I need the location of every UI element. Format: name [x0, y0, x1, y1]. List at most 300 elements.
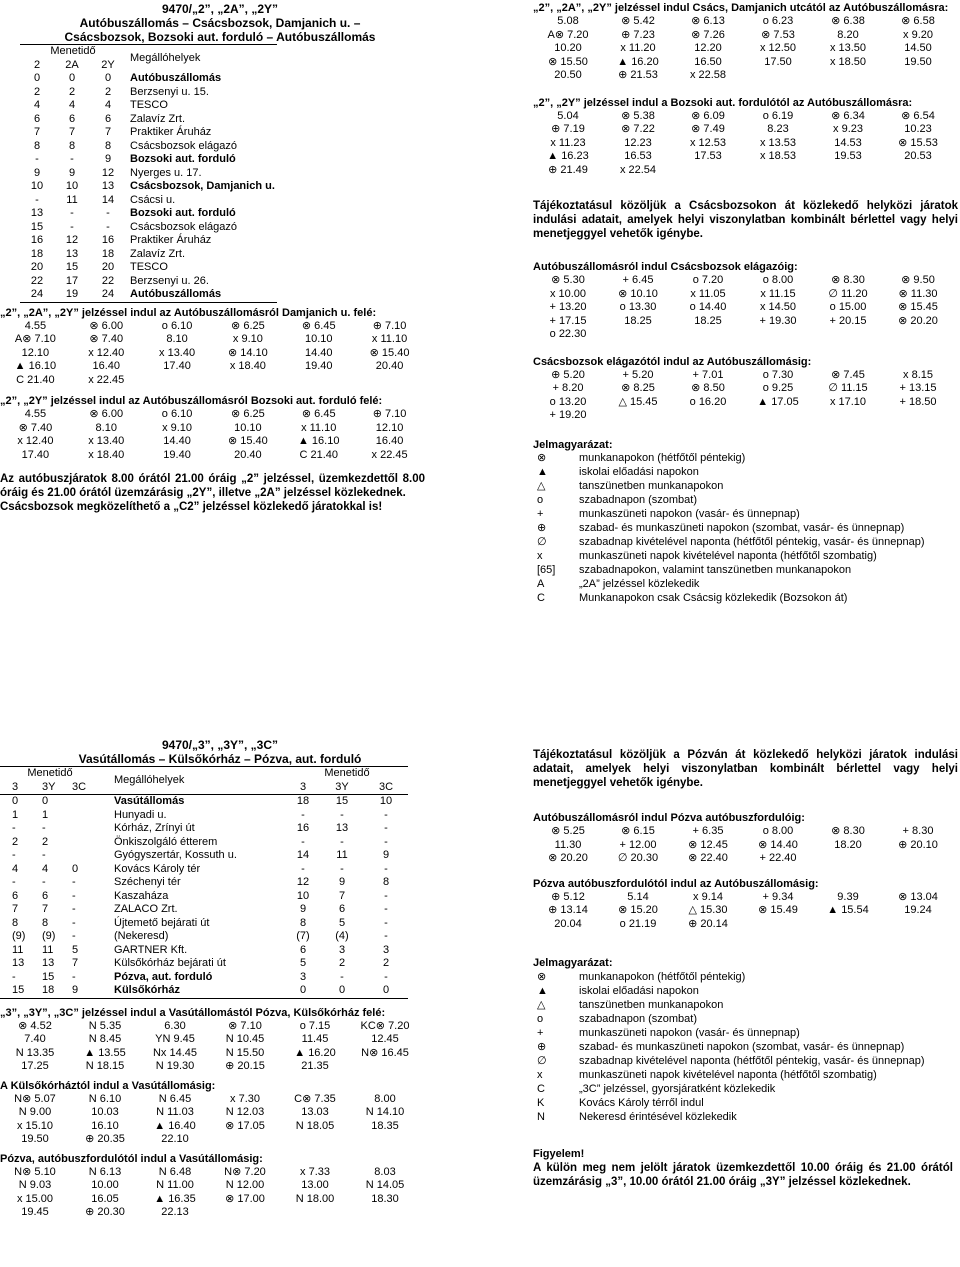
travel-time: 14: [101, 193, 115, 206]
departure-time: 7.40: [24, 1033, 46, 1046]
legend-title: Jelmagyarázat:: [533, 957, 613, 969]
departure-time: ⊗ 11.30: [898, 287, 938, 300]
departure-time: N⊗ 5.10: [14, 1165, 56, 1178]
departure-time: o 9.25: [762, 382, 794, 395]
travel-time: -: [35, 193, 39, 206]
departure-time: 10.10: [234, 421, 262, 434]
stop-row: [0, 809, 408, 823]
travel-time: [70, 809, 100, 823]
legend-row: [533, 522, 927, 536]
departure-time: ⊗ 7.22: [621, 123, 655, 136]
departure-time: 20.40: [375, 360, 404, 373]
travel-time: -: [384, 889, 388, 902]
departure-time: + 5.20: [622, 368, 654, 381]
departure-time: ∅ 11.15: [828, 382, 868, 395]
travel-time: 4: [33, 99, 41, 112]
departure-time: N 9.03: [18, 1179, 52, 1192]
stop-name: Kovács Károly tér: [114, 862, 201, 875]
departure-time: ⊕ 5.12: [551, 890, 585, 903]
legend-text: iskolai előadási napokon: [579, 984, 699, 997]
departure-time: 17.25: [21, 1060, 49, 1073]
departure-time: o 16.20: [689, 395, 727, 408]
departure-time: [673, 164, 743, 178]
departure-time: ⊗ 9.50: [901, 274, 935, 287]
departure-time: ▲ 13.55: [84, 1046, 126, 1059]
departure-time: ⊗ 8.50: [691, 382, 725, 395]
stop-name: Bozsoki aut. forduló: [130, 207, 236, 220]
travel-time: -: [72, 970, 76, 983]
legend-symbol: C: [537, 592, 545, 604]
legend-symbol: ⊕: [537, 1040, 547, 1053]
departure-row: [533, 839, 953, 853]
departure-time: [883, 69, 953, 83]
travel-time: 2: [42, 835, 49, 848]
departure-time: [283, 374, 354, 388]
departure-time: ⊕ 7.10: [372, 408, 407, 421]
legend-symbol: +: [537, 508, 544, 520]
regional-info: [533, 748, 958, 790]
legend-symbol: ⊕: [537, 522, 547, 534]
col-header: 3C: [378, 780, 394, 793]
departure-time: [212, 374, 283, 388]
departure-time: + 19.30: [759, 314, 797, 327]
departure-time: 14.40: [304, 346, 333, 359]
departure-time: 8.10: [166, 333, 188, 346]
travel-time: 10: [379, 795, 393, 808]
travel-time: -: [301, 835, 305, 848]
departure-table: [0, 320, 425, 388]
departure-row: [533, 825, 953, 839]
stop-name: Hunyadi u.: [114, 808, 167, 821]
departure-time: x 8.15: [903, 368, 933, 381]
departure-time: N 11.03: [156, 1106, 194, 1119]
departure-time: 8.00: [374, 1092, 396, 1105]
schedule-title: „2”, „2Y” jelzéssel indul az Autóbuszállomásról Bozsoki aut. forduló felé:: [0, 395, 383, 407]
departure-time: ⊗ 15.40: [227, 435, 268, 448]
travel-time: [70, 822, 100, 836]
stop-row: [0, 903, 408, 917]
departure-time: N 6.13: [88, 1165, 122, 1178]
stop-name: Csácsbozsok elágazó: [130, 139, 238, 152]
departure-time: x 12.40: [88, 346, 125, 359]
travel-time: 7: [33, 126, 41, 139]
departure-time: o 6.10: [161, 319, 193, 332]
travel-time: 0: [68, 72, 76, 85]
departure-time: KC⊗ 7.20: [360, 1019, 410, 1032]
departure-time: 18.20: [834, 838, 862, 851]
stop-row: [0, 984, 408, 998]
stop-name: TESCO: [130, 99, 168, 112]
departure-time: [883, 852, 953, 866]
stop-row: [20, 140, 277, 154]
departure-time: C⊗ 7.35: [294, 1092, 336, 1105]
megallohelyek-header: Megállóhelyek: [130, 52, 201, 64]
departure-time: ⊗ 7.49: [691, 123, 725, 136]
travel-time: 13: [12, 957, 25, 970]
stop-name: Külsőkórház: [114, 984, 181, 997]
departure-table: [533, 369, 953, 423]
departure-time: ⊗ 13.04: [898, 890, 938, 903]
departure-time: 19.40: [163, 448, 191, 461]
schedule-title: „2”, „2A”, „2Y” jelzéssel indul Csács, Damjanich utcától az Autóbuszállomásra:: [533, 2, 949, 14]
departure-time: o 15.00: [829, 301, 867, 314]
travel-time: 13: [101, 180, 115, 193]
departure-row: [533, 288, 953, 302]
travel-time: 8: [104, 139, 112, 152]
travel-time: 2: [338, 957, 346, 970]
travel-time: 3: [338, 943, 346, 956]
travel-time: 6: [104, 112, 112, 125]
departure-time: ⊗ 6.00: [89, 319, 124, 332]
stop-row: [0, 876, 408, 890]
travel-time: 8: [42, 916, 49, 929]
departure-time: ⊗ 10.10: [618, 287, 658, 300]
travel-time: 2: [382, 957, 390, 970]
departure-time: 20.40: [234, 448, 262, 461]
departure-time: 5.14: [627, 890, 649, 903]
departure-time: [210, 1133, 280, 1147]
departure-time: 17.50: [764, 55, 792, 68]
departure-row: [0, 1020, 420, 1034]
departure-time: 16.50: [694, 55, 722, 68]
departure-time: C 21.40: [16, 373, 55, 386]
travel-time: 5: [72, 943, 79, 956]
legend-symbol: ⊗: [537, 970, 547, 983]
departure-row: [0, 1193, 420, 1207]
travel-time: [70, 836, 100, 850]
schedule-title: „3”, „3Y”, „3C” jelzéssel indul a Vasútállomástól Pózva, Külsőkórház felé:: [0, 1006, 386, 1019]
departure-time: 18.30: [371, 1192, 399, 1205]
legend-row: [533, 1054, 927, 1068]
departure-time: x 11.23: [550, 136, 586, 149]
departure-time: o 7.20: [692, 274, 724, 287]
travel-time: 11: [42, 943, 54, 956]
departure-time: [813, 852, 883, 866]
legend-text: tanszünetben munkanapokon: [579, 480, 724, 492]
departure-time: N 8.45: [88, 1033, 122, 1046]
departure-time: x 18.40: [229, 360, 266, 373]
legend-text: szabadnap kivételével naponta (hétfőtől péntekig, vasár- és ünnepnap): [579, 1054, 925, 1067]
departure-row: [0, 1047, 420, 1061]
departure-time: 18.35: [371, 1119, 399, 1132]
stop-name: Zalavíz Zrt.: [130, 247, 186, 260]
departure-time: x 18.50: [829, 55, 867, 68]
travel-time: 9: [72, 984, 79, 997]
legend-text: tanszünetben munkanapokon: [579, 998, 724, 1011]
departure-time: ⊗ 6.09: [691, 109, 725, 122]
departure-row: [533, 69, 953, 83]
departure-time: ▲ 16.20: [617, 55, 659, 68]
departure-time: x 9.10: [162, 421, 193, 434]
departure-row: [533, 315, 953, 329]
col-header: 3C: [72, 780, 87, 793]
legend-symbol: ⊗: [537, 452, 547, 464]
legend-symbol: △: [537, 998, 546, 1011]
travel-time: (9): [42, 930, 56, 943]
legend-symbol: ∅: [537, 1054, 547, 1067]
departure-time: N 18.15: [85, 1060, 125, 1073]
schedule-title: „2”, „2Y” jelzéssel indul a Bozsoki aut. fordulótól az Autóbuszállomásra:: [533, 96, 913, 109]
stop-name: Gyógyszertár, Kossuth u.: [114, 849, 237, 862]
departure-row: [0, 1166, 420, 1180]
travel-time: 18: [101, 247, 115, 260]
departure-time: ⊗ 20.20: [898, 314, 938, 327]
route-3-section: [0, 738, 440, 1220]
legend-row: [533, 1096, 927, 1110]
stop-name: Csácsi u.: [130, 193, 176, 206]
departure-time: ⊗ 8.30: [831, 274, 865, 287]
travel-time: 19: [65, 288, 79, 301]
stop-name: Pózva, aut. forduló: [114, 970, 213, 983]
travel-time: -: [106, 207, 110, 220]
departure-time: N 6.10: [88, 1092, 122, 1105]
travel-time: 11: [336, 849, 348, 862]
legend-symbol: C: [537, 1082, 545, 1095]
departure-time: + 20.15: [829, 314, 867, 327]
departure-time: ⊗ 17.00: [225, 1192, 265, 1205]
travel-time: -: [384, 916, 388, 929]
legend-symbol: x: [537, 550, 543, 562]
departure-time: x 11.10: [301, 421, 337, 434]
departure-time: o 13.20: [549, 395, 587, 408]
travel-time: -: [35, 153, 39, 166]
departure-time: 19.53: [834, 150, 862, 163]
departure-time: 20.04: [554, 917, 582, 930]
departure-time: ▲ 15.54: [827, 904, 869, 917]
departure-time: x 11.10: [371, 333, 408, 346]
travel-time: 9: [104, 153, 112, 166]
departure-table: [533, 15, 953, 83]
legend-text: Kovács Károly térről indul: [579, 1096, 704, 1109]
departure-time: [603, 328, 673, 342]
departure-time: ⊕ 7.10: [372, 319, 407, 332]
travel-time: 10: [65, 180, 79, 193]
departure-time: ⊕ 20.35: [85, 1133, 125, 1146]
travel-time: 6: [68, 112, 76, 125]
legend-symbol: A: [537, 578, 545, 590]
departure-time: + 6.45: [622, 274, 654, 287]
departure-time: 11.45: [301, 1033, 329, 1046]
departure-time: N 18.05: [295, 1119, 335, 1132]
travel-time: 6: [42, 889, 49, 902]
departure-time: o 21.19: [619, 917, 657, 930]
departure-time: ⊗ 6.15: [621, 825, 655, 838]
departure-time: + 17.15: [549, 314, 587, 327]
stop-row: [20, 221, 277, 235]
legend-row: [533, 536, 927, 550]
departure-time: ▲ 17.05: [757, 395, 799, 408]
departure-time: △ 15.45: [618, 395, 658, 408]
departure-time: ⊗ 7.10: [228, 1019, 262, 1032]
departure-time: ⊗ 6.25: [231, 319, 265, 332]
col-header: 2Y: [101, 58, 115, 71]
legend-symbol: ▲: [537, 984, 548, 997]
travel-time: 4: [68, 99, 76, 112]
departure-table: [0, 1093, 420, 1147]
col-header: 3: [12, 780, 19, 793]
departure-row: [0, 347, 425, 361]
travel-time: 15: [12, 984, 25, 997]
departure-time: 8.23: [767, 123, 789, 136]
departure-time: N 14.10: [365, 1106, 405, 1119]
departure-time: + 18.50: [899, 395, 937, 408]
departure-row: [533, 369, 953, 383]
departure-row: [0, 1106, 420, 1120]
stop-row: [20, 248, 277, 262]
departure-time: 13.00: [301, 1179, 329, 1192]
departure-time: x 11.15: [760, 287, 796, 300]
travel-time: 11: [12, 943, 24, 956]
stop-row: [20, 207, 277, 221]
departure-row: [0, 374, 425, 388]
travel-time: -: [384, 835, 388, 848]
departure-time: 16.10: [91, 1119, 119, 1132]
departure-time: + 13.15: [899, 382, 937, 395]
legend-row: [533, 592, 927, 606]
schedule-title: Pózva autóbuszfordulótól indul az Autóbuszállomásig:: [533, 877, 819, 890]
travel-time: 18: [42, 984, 55, 997]
departure-time: ⊗ 8.25: [621, 382, 655, 395]
departure-time: N 6.48: [158, 1165, 192, 1178]
departure-time: ⊗ 6.00: [89, 408, 124, 421]
route-3-stop-table: [0, 766, 408, 999]
travel-time: 22: [101, 274, 115, 287]
departure-time: ⊗ 4.52: [18, 1019, 52, 1032]
departure-time: [813, 409, 883, 423]
travel-time: 15: [65, 261, 79, 274]
departure-row: [0, 449, 425, 463]
departure-row: [533, 396, 953, 410]
travel-time: 13: [30, 207, 44, 220]
travel-time: -: [106, 220, 110, 233]
departure-time: 12.23: [624, 136, 652, 149]
departure-time: 19.24: [904, 904, 932, 917]
departure-table: [533, 274, 953, 342]
departure-time: x 22.58: [689, 69, 727, 82]
departure-row: [0, 1133, 420, 1147]
departure-table: [0, 1166, 420, 1220]
departure-time: x 17.10: [829, 395, 867, 408]
travel-time: 24: [101, 288, 115, 301]
departure-row: [0, 1033, 420, 1047]
departure-time: N 10.45: [225, 1033, 265, 1046]
travel-time: 1: [42, 808, 49, 821]
departure-time: o 13.30: [619, 301, 657, 314]
stop-name: TESCO: [130, 261, 168, 274]
travel-time: 20: [30, 261, 44, 274]
departure-time: ⊕ 13.14: [548, 904, 588, 917]
departure-time: [883, 328, 953, 342]
departure-time: o 7.30: [762, 368, 794, 381]
travel-time: 20: [101, 261, 115, 274]
departure-time: 4.55: [24, 319, 47, 332]
legend-row: [533, 564, 927, 578]
departure-time: 18.25: [624, 314, 652, 327]
warning-note: A külön meg nem jelölt járatok üzemkezdettől 10.00 óráig és 21.00 órától üzemzárásig „3”, 10.00 órától 21.00 óráig „3Y” jelzéssel közlekednek.: [533, 1162, 953, 1188]
departure-time: ⊗ 6.25: [231, 408, 265, 421]
departure-time: ⊕ 7.19: [551, 123, 585, 136]
departure-time: 14.53: [834, 136, 862, 149]
departure-time: 17.53: [694, 150, 722, 163]
stop-row: [0, 890, 408, 904]
route-2-title: 9470/„2”, „2A”, „2Y” Autóbuszállomás – Csácsbozsok, Damjanich u. – Csácsbozsok, Bozsoki aut. forduló – Autóbuszállomás: [64, 2, 376, 44]
departure-row: [533, 382, 953, 396]
travel-time: -: [42, 876, 46, 889]
travel-time: 0: [299, 984, 307, 997]
travel-time: 16: [101, 234, 115, 247]
travel-time: 17: [65, 274, 79, 287]
stop-row: [20, 180, 277, 194]
stop-row: [0, 795, 408, 809]
departure-time: N 14.05: [365, 1179, 405, 1192]
stop-name: Külsőkórház bejárati út: [114, 957, 226, 970]
route-3-regional-section: [533, 748, 958, 1189]
travel-time: 2: [33, 85, 41, 98]
travel-time: (4): [335, 930, 349, 943]
departure-time: [813, 328, 883, 342]
legend-text: szabad- és munkaszüneti napokon (szombat, vasár- és ünnepnap): [579, 1040, 905, 1053]
departure-time: x 13.50: [829, 42, 867, 55]
departure-time: x 9.23: [833, 123, 863, 136]
departure-time: △ 15.30: [688, 904, 728, 917]
travel-time: 7: [72, 957, 79, 970]
departure-row: [533, 328, 953, 342]
departure-time: ⊕ 20.10: [898, 838, 938, 851]
stop-row: [20, 113, 277, 127]
departure-time: [280, 1133, 350, 1147]
stop-row: [20, 99, 277, 113]
legend-table: [533, 452, 927, 606]
travel-time: 8: [299, 916, 307, 929]
departure-time: o 8.00: [762, 274, 794, 287]
travel-time: -: [384, 970, 388, 983]
departure-time: x 12.40: [17, 435, 54, 448]
legend-row: [533, 578, 927, 592]
departure-time: 22.13: [161, 1206, 189, 1219]
travel-time: -: [72, 916, 76, 929]
legend-symbol: K: [537, 1096, 545, 1109]
legend-text: Munkanapokon csak Csácsig közlekedik (Bozsokon át): [579, 592, 848, 604]
travel-time: -: [12, 849, 16, 862]
departure-time: [743, 409, 813, 423]
departure-row: [0, 360, 425, 374]
departure-time: x 9.14: [693, 890, 723, 903]
travel-time: -: [12, 876, 16, 889]
departure-table: [533, 891, 953, 932]
departure-time: ⊗ 6.38: [831, 15, 865, 28]
travel-time: 22: [30, 274, 44, 287]
legend-symbol: N: [537, 1110, 545, 1123]
legend-row: [533, 508, 927, 522]
legend-text: Nekeresd érintésével közlekedik: [579, 1110, 737, 1123]
departure-time: + 7.01: [692, 368, 724, 381]
stop-row: [20, 72, 277, 86]
departure-time: x 15.00: [16, 1192, 54, 1205]
travel-time: -: [42, 822, 46, 835]
departure-row: [0, 435, 425, 449]
departure-row: [533, 904, 953, 918]
departure-time: + 19.20: [549, 409, 587, 422]
departure-time: ⊕ 20.15: [225, 1060, 265, 1073]
stop-row: [20, 234, 277, 248]
travel-time: 1: [12, 808, 19, 821]
legend-row: [533, 1082, 927, 1096]
departure-row: [0, 408, 425, 422]
departure-time: + 6.35: [692, 825, 724, 838]
travel-time: 15: [42, 970, 55, 983]
legend-text: munkanapokon (hétfőtől péntekig): [579, 452, 746, 464]
travel-time: 8: [12, 916, 19, 929]
